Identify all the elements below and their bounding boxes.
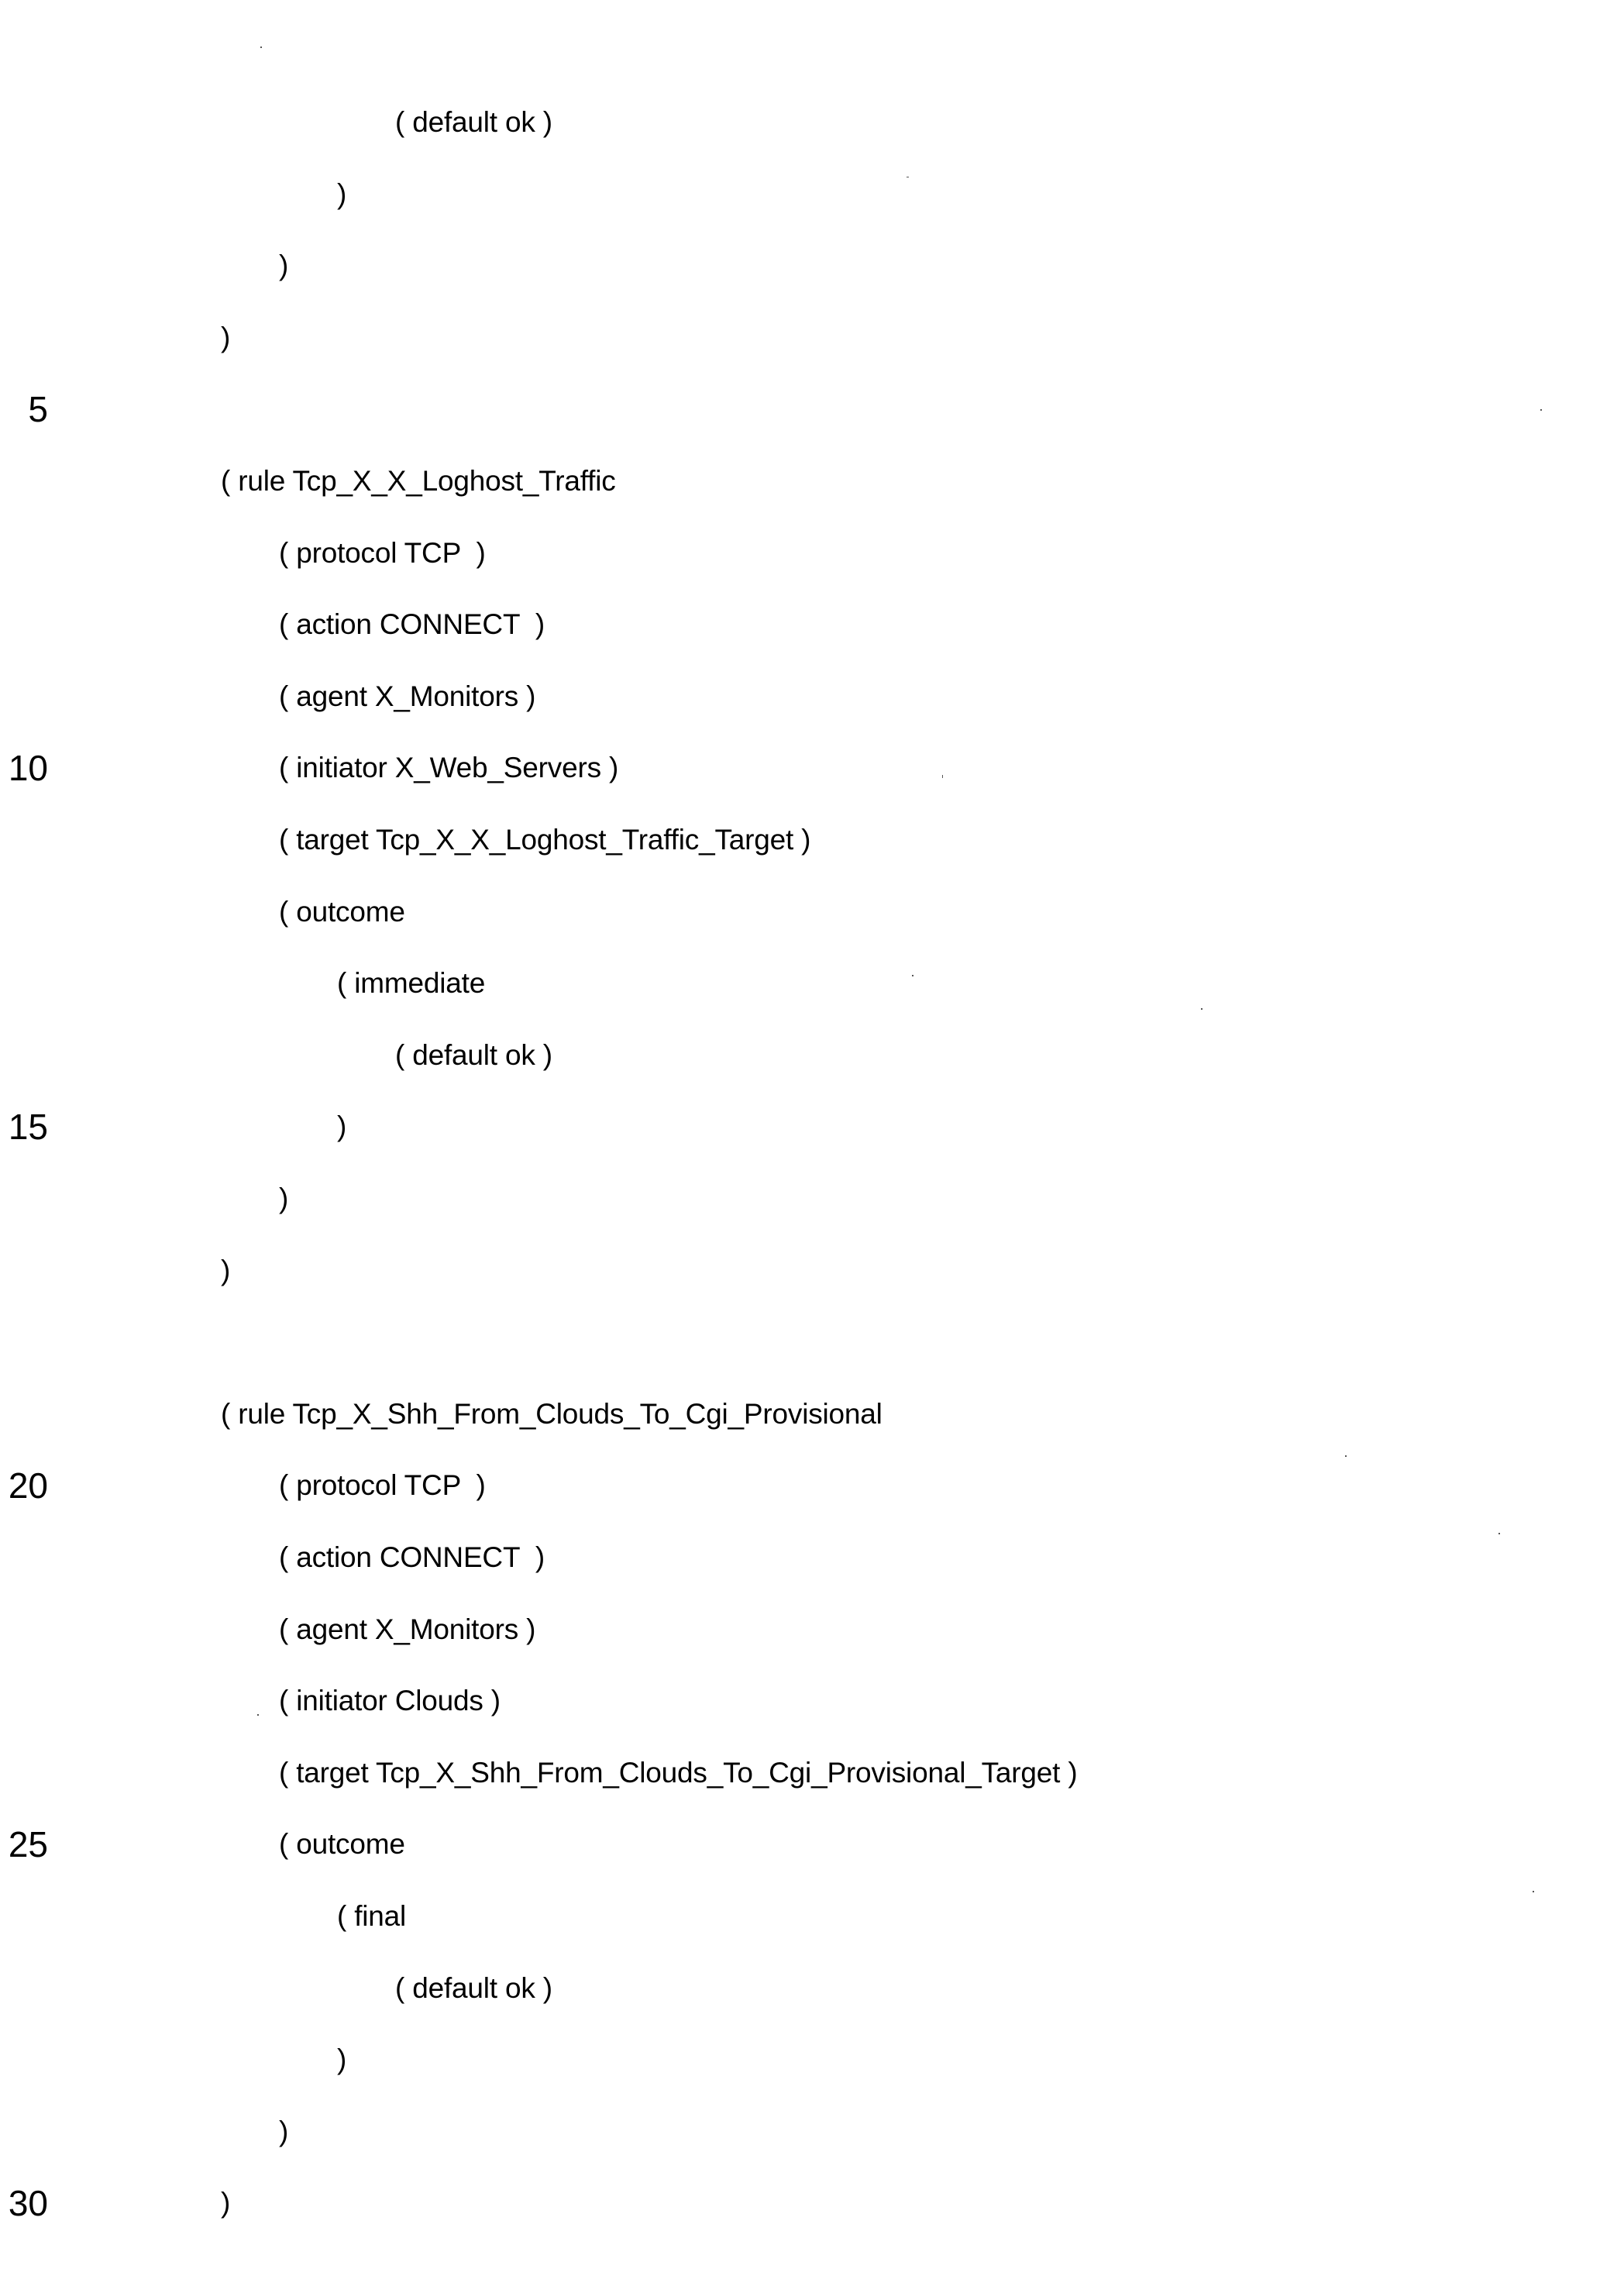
scan-speck — [912, 975, 914, 976]
closing-paren-line: ) — [221, 322, 231, 353]
scan-speck — [1345, 1455, 1347, 1457]
code-line: ( outcome — [279, 896, 405, 928]
code-line: ( action CONNECT ) — [279, 608, 545, 640]
code-line: ( target Tcp_X_Shh_From_Clouds_To_Cgi_Provisional_Target ) — [279, 1757, 1078, 1789]
scan-speck — [260, 46, 262, 48]
code-line: ( immediate — [337, 967, 486, 999]
code-line: ( target Tcp_X_X_Loghost_Traffic_Target ) — [279, 824, 811, 856]
code-line: ( initiator X_Web_Servers ) — [279, 752, 619, 783]
code-line: ( initiator Clouds ) — [279, 1685, 501, 1716]
margin-line-number: 10 — [8, 748, 48, 788]
code-line: ( outcome — [279, 1828, 405, 1860]
margin-line-number: 30 — [8, 2183, 48, 2223]
closing-paren-line: ) — [279, 2116, 289, 2147]
code-line: ( protocol TCP ) — [279, 537, 486, 569]
scan-speck — [1540, 409, 1542, 411]
scan-speck — [257, 1714, 259, 1716]
closing-paren-line: ) — [337, 2043, 347, 2075]
code-line: ( final — [337, 1900, 407, 1932]
margin-line-number: 20 — [8, 1465, 48, 1506]
closing-paren-line: ) — [337, 1110, 347, 1142]
code-line: ( rule Tcp_X_Shh_From_Clouds_To_Cgi_Provisional — [221, 1398, 883, 1430]
scan-speck — [942, 775, 943, 778]
code-line: ( rule Tcp_X_X_Loghost_Traffic — [221, 465, 616, 497]
closing-paren-line: ) — [221, 1255, 231, 1286]
code-line: ( protocol TCP ) — [279, 1469, 486, 1501]
code-line: ( default ok ) — [395, 1039, 552, 1071]
closing-paren-line: ) — [279, 250, 289, 281]
margin-line-number: 25 — [8, 1824, 48, 1864]
margin-line-number: 5 — [28, 389, 48, 429]
code-line: ( agent X_Monitors ) — [279, 680, 536, 712]
scan-speck — [1498, 1533, 1500, 1534]
scan-speck — [1533, 1891, 1534, 1892]
closing-paren-line: ) — [279, 1183, 289, 1214]
closing-paren-line: ) — [337, 178, 347, 210]
code-line: ( default ok ) — [395, 1972, 552, 2004]
margin-line-number: 15 — [8, 1107, 48, 1147]
code-line: ( agent X_Monitors ) — [279, 1613, 536, 1645]
scan-speck — [1201, 1008, 1203, 1010]
closing-paren-line: ) — [221, 2187, 231, 2219]
code-line: ( action CONNECT ) — [279, 1541, 545, 1573]
code-line: ( default ok ) — [395, 106, 552, 138]
